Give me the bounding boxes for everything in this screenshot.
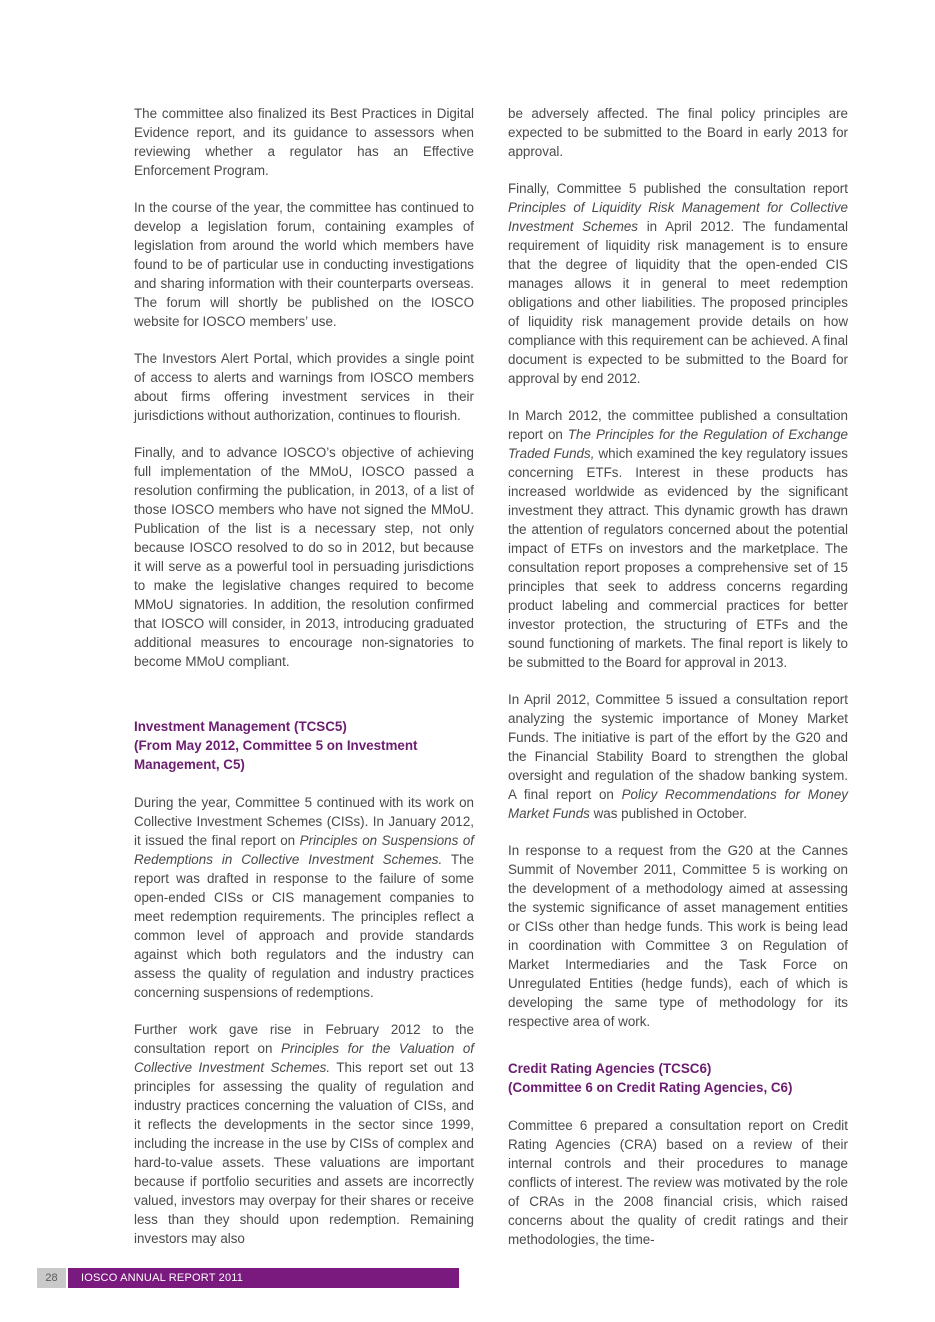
- section-subheading: (Committee 6 on Credit Rating Agencies, C6): [508, 1080, 793, 1095]
- paragraph: In April 2012, Committee 5 issued a consultation report analyzing the systemic importance of Money Market Funds. The initiative is part of the effort by the G20 and the Financial Stability Board to strengthen the global oversight and regulation of the shadow banking system. A final report on Policy Recommendations for Money Market Funds was published in October.: [508, 692, 848, 821]
- paragraph: The committee also finalized its Best Practices in Digital Evidence report, and its guidance to assessors when reviewing whether a regulator has an Effective Enforcement Program.: [134, 106, 474, 178]
- paragraph: In March 2012, the committee published a consultation report on The Principles for the Regulation of Exchange Traded Funds, which examined the key regulatory issues concerning ETFs. Interest in these products has increased worldwide as evidenced by the significant investment they attract. This dynamic growth has drawn the attention of regulators concerned about the potential impact of ETFs on investors and the marketplace. The consultation report proposes a comprehensive set of 15 principles that seek to address concerns regarding product labeling and commercial practices for better investor protection, the structuring of ETFs and the sound functioning of markets. The final report is likely to be submitted to the Board for approval in 2013.: [508, 408, 849, 670]
- document-title: Policy Recommendations for Money Market Funds: [508, 787, 848, 821]
- paragraph: In the course of the year, the committee has continued to develop a legislation forum, containing examples of legislation from around the world which members have found to be of particular use in conducting investigations and sharing information with their counterparts overseas. The forum will shortly be published on the IOSCO website for IOSCO members’ use.: [134, 200, 474, 329]
- report-title: IOSCO ANNUAL REPORT 2011: [68, 1268, 459, 1288]
- section-heading: Investment Management (TCSC5): [134, 719, 347, 734]
- paragraph: The Investors Alert Portal, which provides a single point of access to alerts and warnings from IOSCO members about firms offering investment services in their jurisdictions without authorization, continues to flourish.: [134, 351, 474, 423]
- document-title: Principles for the Valuation of Collective Investment Schemes.: [134, 1041, 474, 1075]
- page-footer: [37, 1268, 459, 1288]
- paragraph: be adversely affected. The final policy principles are expected to be submitted to the Board in early 2013 for approval.: [508, 106, 848, 159]
- paragraph: Committee 6 prepared a consultation report on Credit Rating Agencies (CRA) based on a review of their internal controls and their procedures to manage conflicts of interest. The review was motivated by the role of CRAs in the 2008 financial crisis, which raised concerns about the quality of credit ratings and their methodologies, the time-: [508, 1118, 848, 1247]
- right-column: [508, 104, 848, 1267]
- section-subheading: (From May 2012, Committee 5 on Investment Management, C5): [134, 738, 418, 772]
- section-heading: Credit Rating Agencies (TCSC6): [508, 1061, 712, 1076]
- paragraph: Finally, and to advance IOSCO’s objective of achieving full implementation of the MMoU, IOSCO passed a resolution confirming the publication, in 2013, of a list of those IOSCO members who have not signed the MMoU. Publication of the list is a necessary step, not only because IOSCO resolved to do so in 2012, but because it will serve as a powerful tool in persuading jurisdictions to make the legislative changes required to become MMoU signatories. In addition, the resolution confirmed that IOSCO will consider, in 2013, introducing graduated additional measures to encourage non-signatories to become MMoU compliant.: [134, 445, 474, 669]
- paragraph: Further work gave rise in February 2012 to the consultation report on Principles for the Valuation of Collective Investment Schemes. This report set out 13 principles for assessing the quality of regulation and industry practices concerning the valuation of CISs, and it reflects the developments in the sector since 1999, including the increase in the use by CISs of complex and hard-to-value assets. These valuations are important because if portfolio securities and assets are incorrectly valued, investors may overpay for their shares or receive less than they should upon redemption. Remaining investors may also: [134, 1022, 474, 1246]
- document-title: The Principles for the Regulation of Exchange Traded Funds,: [508, 427, 848, 461]
- page-number: 28: [37, 1268, 66, 1288]
- document-title: Principles on Suspensions of Redemptions in Collective Investment Schemes.: [134, 833, 474, 867]
- document-title: Principles of Liquidity Risk Management for Collective Investment Schemes: [508, 200, 848, 234]
- paragraph: During the year, Committee 5 continued with its work on Collective Investment Schemes (CISs). In January 2012, it issued the final report on Principles on Suspensions of Redemptions in Collective Investment Schemes. The report was drafted in response to the failure of some open-ended CISs or CIS management companies to meet redemption requirements. The principles reflect a common level of approach and provide standards against which both regulators and the industry can assess the quality of regulation and industry practices concerning suspensions of redemptions.: [134, 795, 474, 1000]
- paragraph: Finally, Committee 5 published the consultation report Principles of Liquidity Risk Management for Collective Investment Schemes in April 2012. The fundamental requirement of liquidity risk management is to ensure that the degree of liquidity that the open-ended CIS manages allows it in general to meet redemption obligations and other liabilities. The proposed principles of liquidity risk management provide details on how compliance with this requirement can be achieved. A final document is expected to be submitted to the Board for approval by end 2012.: [508, 181, 848, 386]
- paragraph: In response to a request from the G20 at the Cannes Summit of November 2011, Committee 5 is working on the development of a methodology aimed at assessing the systemic significance of asset management entities or CISs other than hedge funds. This work is being lead in coordination with Committee 3 on Regulation of Market Intermediaries and the Task Force on Unregulated Entities (hedge funds), each of which is developing the same type of methodology for its respective area of work.: [508, 843, 848, 1029]
- left-column: [134, 104, 474, 1266]
